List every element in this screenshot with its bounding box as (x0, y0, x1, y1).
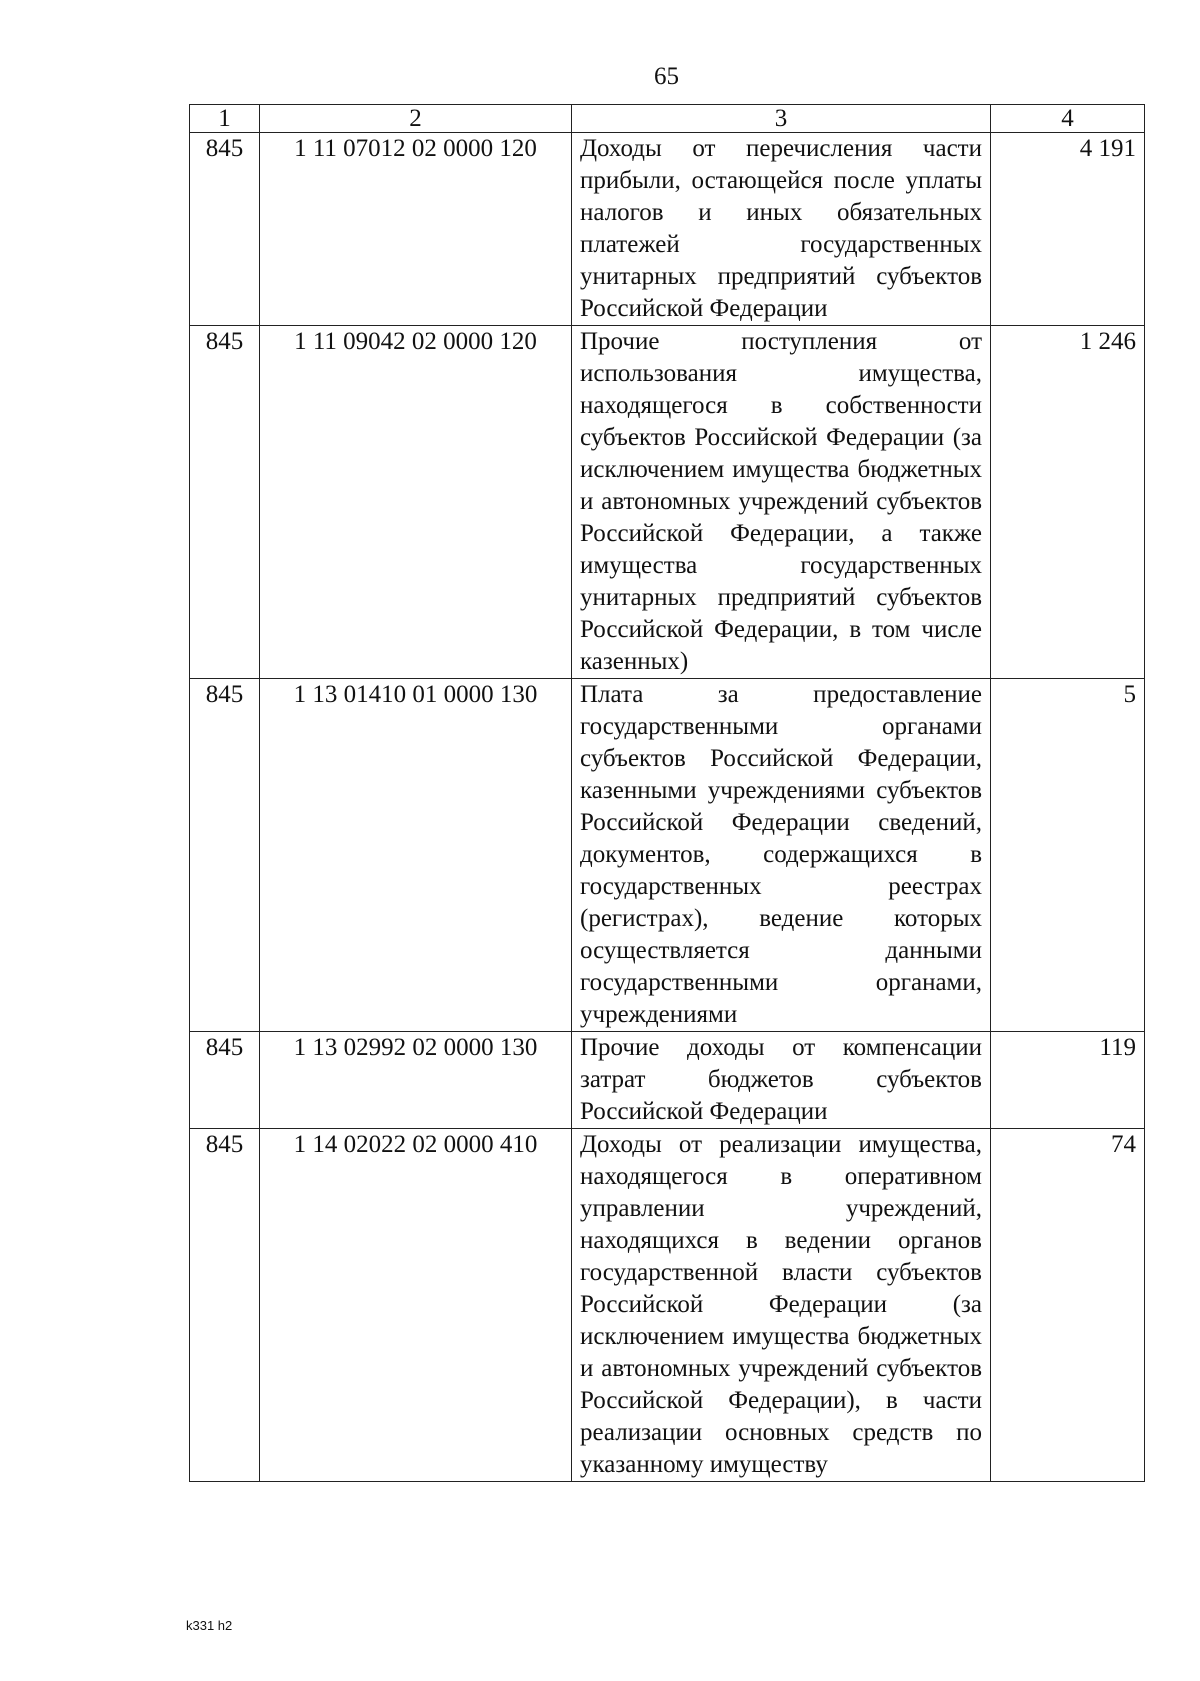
admin-code-cell: 845 (190, 679, 260, 1032)
kbk-code-cell: 1 13 01410 01 0000 130 (260, 679, 572, 1032)
admin-code-cell: 845 (190, 326, 260, 679)
kbk-code-cell: 1 11 09042 02 0000 120 (260, 326, 572, 679)
kbk-code-cell: 1 11 07012 02 0000 120 (260, 133, 572, 326)
page-number: 65 (654, 63, 679, 90)
column-header: 4 (991, 105, 1145, 133)
amount-cell: 119 (991, 1032, 1145, 1129)
description-cell: Прочие доходы от компенсации затрат бюджетов субъектов Российской Федерации (572, 1032, 991, 1129)
amount-cell: 1 246 (991, 326, 1145, 679)
admin-code-cell: 845 (190, 1032, 260, 1129)
description-cell: Плата за предоставление государственными органами субъектов Российской Федерации, казенными учреждениями субъектов Российской Федерации сведений, документов, содержащихся в государственных реестрах (регистрах), ведение которых осуществляется данными государственными органами, учреждениями (572, 679, 991, 1032)
amount-cell: 4 191 (991, 133, 1145, 326)
admin-code-cell: 845 (190, 133, 260, 326)
table-row (190, 1129, 1145, 1482)
table-row (190, 133, 1145, 326)
kbk-code-cell: 1 13 02992 02 0000 130 (260, 1032, 572, 1129)
description-cell: Прочие поступления от использования имущества, находящегося в собственности субъектов Российской Федерации (за исключением имущества бюджетных и автономных учреждений субъектов Российской Федерации, а также имущества государственных унитарных предприятий субъектов Российской Федерации, в том числе казенных) (572, 326, 991, 679)
amount-cell: 5 (991, 679, 1145, 1032)
description-cell: Доходы от перечисления части прибыли, остающейся после уплаты налогов и иных обязательных платежей государственных унитарных предприятий субъектов Российской Федерации (572, 133, 991, 326)
column-header: 3 (572, 105, 991, 133)
table-row (190, 326, 1145, 679)
kbk-code-cell: 1 14 02022 02 0000 410 (260, 1129, 572, 1482)
revenue-table (189, 104, 1145, 1482)
document-code: k331 h2 (186, 1618, 233, 1633)
admin-code-cell: 845 (190, 1129, 260, 1482)
column-header: 1 (190, 105, 260, 133)
column-header: 2 (260, 105, 572, 133)
description-cell: Доходы от реализации имущества, находящегося в оперативном управлении учреждений, находящихся в ведении органов государственной власти субъектов Российской Федерации (за исключением имущества бюджетных и автономных учреждений субъектов Российской Федерации), в части реализации основных средств по указанному имуществу (572, 1129, 991, 1482)
amount-cell: 74 (991, 1129, 1145, 1482)
table-row (190, 1032, 1145, 1129)
table-header-row (190, 105, 1145, 133)
table-row (190, 679, 1145, 1032)
